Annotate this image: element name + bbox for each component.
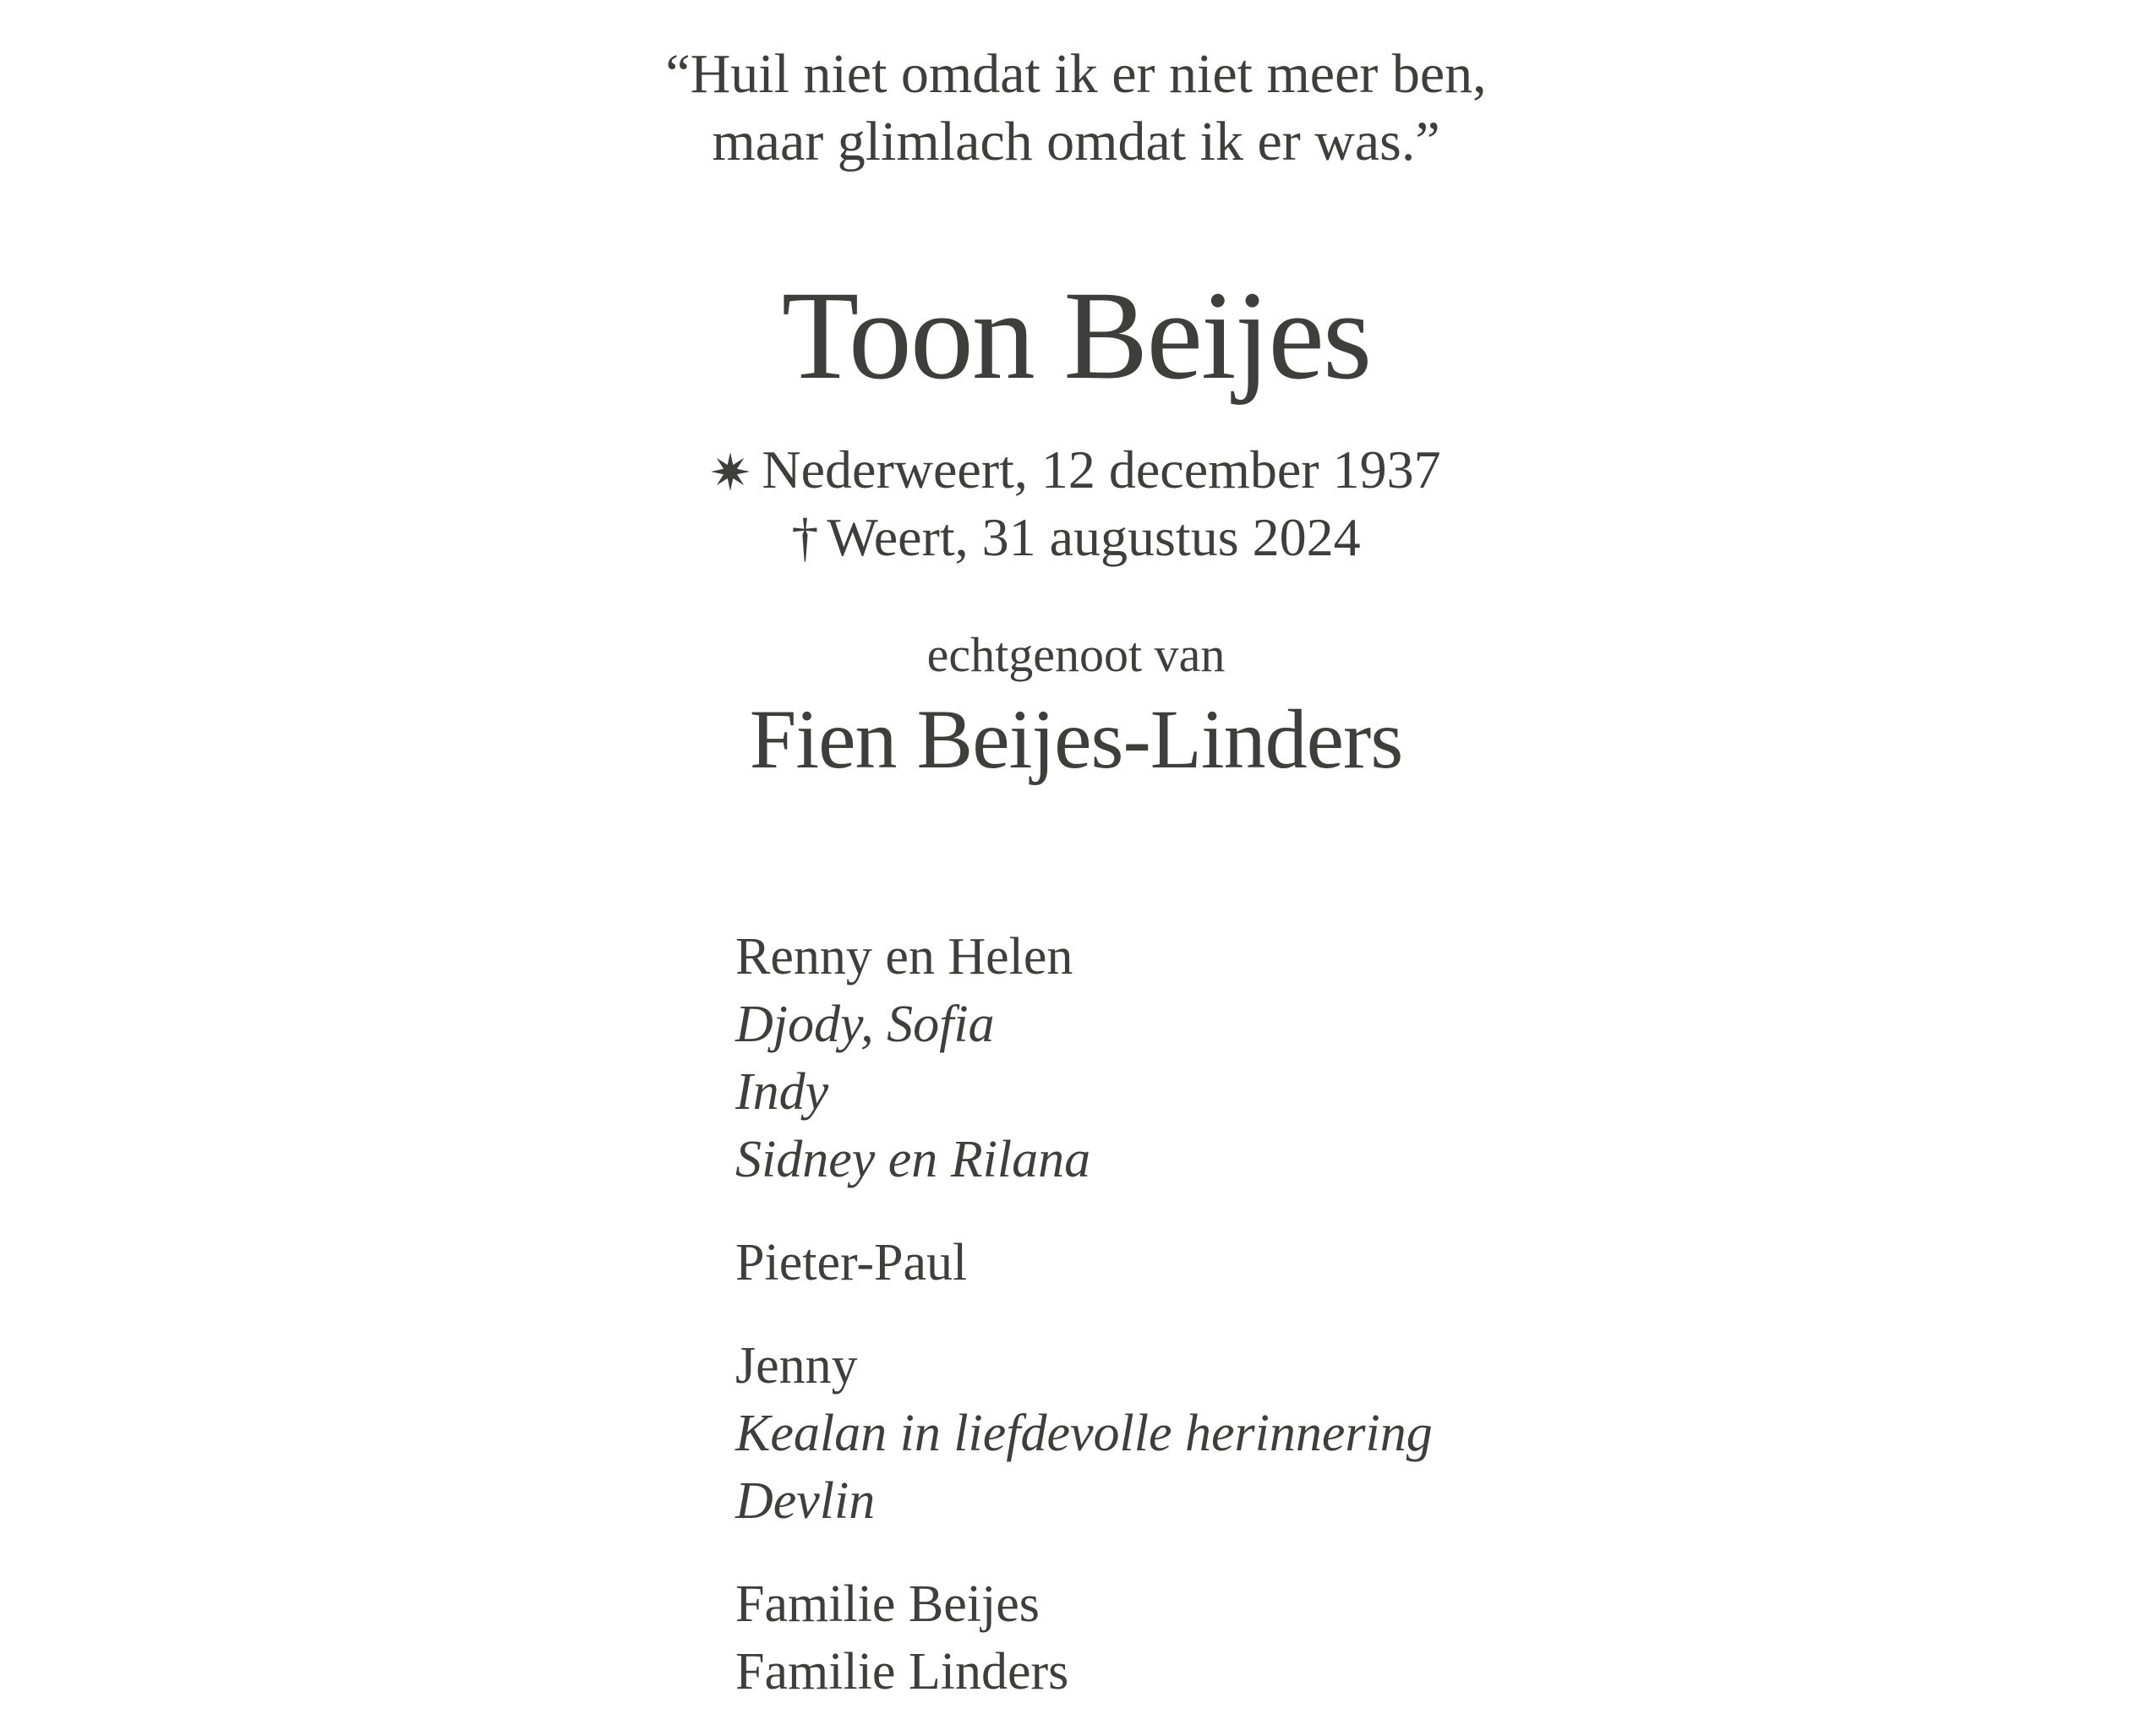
- relatives-group-children-3: [735, 1332, 1433, 1535]
- relative-line: Renny en Helen: [735, 928, 1073, 985]
- relative-line: Jenny: [735, 1337, 858, 1395]
- deceased-name: Toon Beijes: [781, 265, 1371, 406]
- relative-line: Pieter-Paul: [735, 1234, 968, 1291]
- relative-line: Familie Beijes: [735, 1575, 1040, 1633]
- birth-death-dates: [0, 436, 2152, 571]
- relative-line: Kealan in liefdevolle herinnering: [735, 1405, 1433, 1462]
- dagger-cross-icon: †: [791, 507, 819, 567]
- relative-line: Indy: [735, 1063, 829, 1121]
- relative-line: Familie Linders: [735, 1643, 1069, 1701]
- memorial-quote: [0, 41, 2152, 176]
- birth-text: Nederweert, 12 december 1937: [762, 439, 1441, 500]
- relatives-list: [735, 923, 1433, 1706]
- quote-line-1: “Huil niet omdat ik er niet meer ben,: [665, 43, 1487, 105]
- quote-line-2: maar glimlach omdat ik er was.”: [712, 111, 1440, 172]
- relative-line: Devlin: [735, 1472, 876, 1530]
- eight-pointed-star-icon: [711, 452, 750, 491]
- relative-line: Sidney en Rilana: [735, 1131, 1091, 1188]
- relation-label: echtgenoot van: [926, 627, 1226, 682]
- birth-line: [0, 436, 2152, 504]
- relatives-group-children-2: [735, 1229, 1433, 1297]
- relatives-group-families: [735, 1570, 1433, 1706]
- relatives-group-children-1: [735, 923, 1433, 1193]
- death-text: Weert, 31 augustus 2024: [827, 507, 1361, 567]
- spouse-name: Fien Beijes-Linders: [749, 692, 1403, 786]
- relative-line: Djody, Sofia: [735, 996, 995, 1053]
- death-line: [0, 504, 2152, 571]
